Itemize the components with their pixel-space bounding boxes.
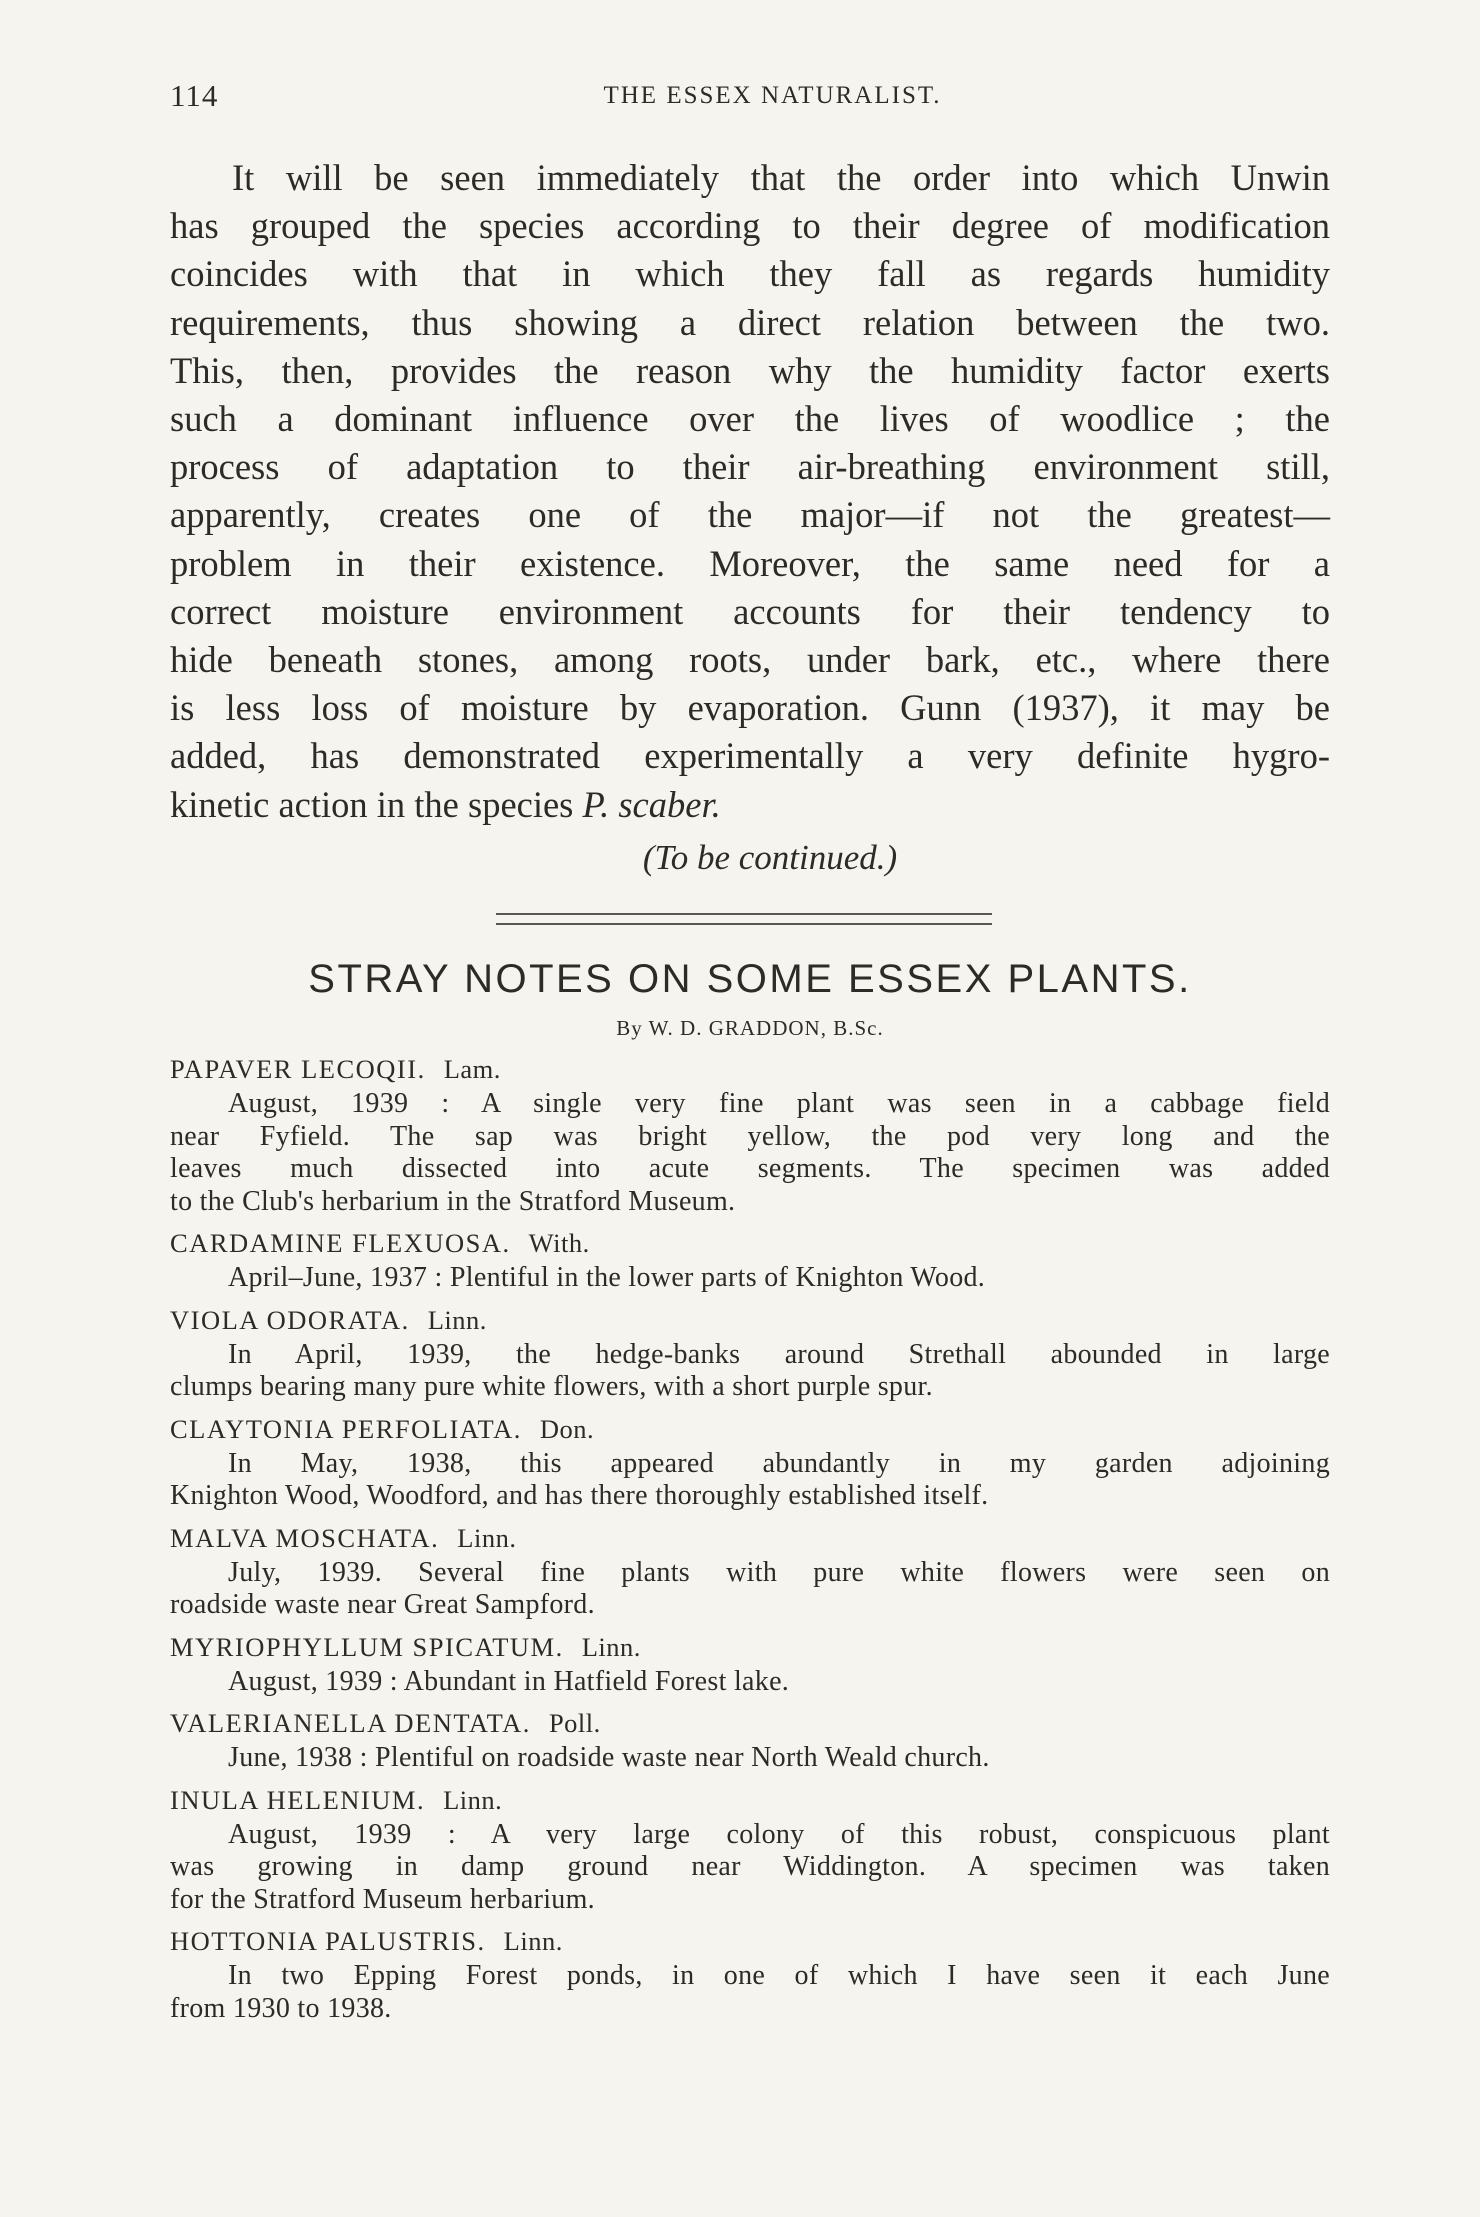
species-authority: With. [528,1228,590,1258]
note-text-line: April–June, 1937 : Plentiful in the lower parts of Knighton Wood. [228,1262,986,1293]
note-text [170,1666,1330,1699]
text-line: coincides with that in which they fall as regards humidity [170,253,1330,295]
text-line: It will be seen immediately that the order into which Unwin [232,157,1330,198]
page-number: 114 [170,78,219,113]
note-text [170,1960,1330,2025]
note-text-line: for the Stratford Museum herbarium. [170,1883,595,1915]
species-heading [170,1922,1330,1960]
note-text [170,1742,1330,1775]
note-text [170,1088,1330,1218]
note-text-line: Knighton Wood, Woodford, and has there thoroughly established itself. [170,1480,989,1511]
species-name: HOTTONIA PALUSTRIS. [170,1926,486,1956]
page [170,0,1330,2217]
species-heading [170,1301,1330,1339]
continued-note: (To be continued.) [642,838,898,877]
text-line: has grouped the species according to their degree of modification [170,205,1330,247]
plant-note [170,1628,1330,1699]
text-line: requirements, thus showing a direct relation between the two. [170,301,1330,343]
species-heading [170,1410,1330,1448]
note-text-line: leaves much dissected into acute segments. The specimen was added [170,1153,1330,1184]
plant-notes-list [170,1050,1330,2031]
note-text [170,1557,1330,1622]
plant-note [170,1050,1330,1218]
text-line: correct moisture environment accounts for their tendency to [170,590,1330,632]
species-name: MALVA MOSCHATA. [170,1522,440,1553]
species-authority: Linn. [457,1522,517,1553]
note-text-line: In April, 1939, the hedge-banks around Strethall abounded in large [228,1338,1330,1370]
note-text-line: roadside waste near Great Sampford. [170,1589,595,1620]
note-text [170,1448,1330,1513]
text-line: such a dominant influence over the lives of woodlice ; the [170,398,1330,440]
species-authority: Poll. [548,1708,601,1738]
species-name: VIOLA ODORATA. [170,1304,410,1335]
text-line: added, has demonstrated experimentally a very definite hygro- [170,735,1330,777]
note-text-line: was growing in damp ground near Widdington. A specimen was taken [170,1851,1330,1882]
plant-note [170,1410,1330,1513]
note-text-line: from 1930 to 1938. [170,1992,392,2024]
note-text-line: In two Epping Forest ponds, in one of which I have seen it each June [228,1960,1330,1991]
note-text-line: August, 1939 : Abundant in Hatfield Forest lake. [228,1665,790,1697]
previous-article-text [170,154,1330,829]
species-name: CLAYTONIA PERFOLIATA. [170,1413,522,1444]
text-line-prefix: kinetic action in the species [170,783,583,825]
species-authority: Don. [539,1413,595,1444]
species-name: CARDAMINE FLEXUOSA. [170,1228,511,1258]
species-name: PAPAVER LECOQII. [170,1054,426,1084]
plant-note [170,1704,1330,1775]
species-heading [170,1050,1330,1088]
plant-note [170,1922,1330,2025]
species-heading [170,1781,1330,1819]
text-line: apparently, creates one of the major—if not the greatest— [170,494,1330,536]
note-text-line: to the Club's herbarium in the Stratford Museum. [170,1185,736,1217]
species-name-italic: P. scaber. [582,783,721,825]
note-text-line: In May, 1938, this appeared abundantly in my garden adjoining [228,1447,1330,1479]
text-line: problem in their existence. Moreover, the same need for a [170,542,1330,584]
species-authority: Linn. [427,1304,487,1335]
note-text-line: August, 1939 : A single very fine plant was seen in a cabbage field [228,1088,1330,1119]
note-text [170,1819,1330,1917]
plant-note [170,1224,1330,1295]
plant-note [170,1781,1330,1917]
species-heading [170,1519,1330,1557]
text-line: This, then, provides the reason why the humidity factor exerts [170,349,1330,391]
species-name: MYRIOPHYLLUM SPICATUM. [170,1631,564,1662]
section-divider [496,913,992,925]
note-text-line: August, 1939 : A very large colony of this robust, conspicuous plant [228,1818,1330,1850]
note-text-line: July, 1939. Several fine plants with pure white flowers were seen on [228,1556,1330,1588]
running-head [170,78,1330,118]
note-text [170,1339,1330,1404]
note-text-line: June, 1938 : Plentiful on roadside waste near North Weald church. [228,1742,990,1773]
note-text-line: near Fyfield. The sap was bright yellow, the pod very long and the [170,1120,1330,1152]
species-heading [170,1628,1330,1666]
article-byline: By W. D. GRADDON, B.Sc. [616,1016,884,1040]
plant-note [170,1301,1330,1404]
text-line-last [170,781,1330,829]
note-text-line: clumps bearing many pure white flowers, with a short purple spur. [170,1371,933,1402]
species-heading [170,1704,1330,1742]
species-heading [170,1224,1330,1262]
text-line: process of adaptation to their air-breathing environment still, [170,446,1330,488]
note-text [170,1262,1330,1295]
species-name: INULA HELENIUM. [170,1784,426,1815]
species-authority: Linn. [443,1784,503,1815]
species-authority: Linn. [581,1631,641,1662]
text-line: is less loss of moisture by evaporation. Gunn (1937), it may be [170,687,1330,729]
journal-title: THE ESSEX NATURALIST. [603,82,942,109]
article-title: STRAY NOTES ON SOME ESSEX PLANTS. [308,957,1192,1001]
species-authority: Linn. [503,1926,563,1956]
species-name: VALERIANELLA DENTATA. [170,1708,531,1738]
text-line: hide beneath stones, among roots, under bark, etc., where there [170,639,1330,681]
species-authority: Lam. [443,1054,501,1084]
plant-note [170,1519,1330,1622]
